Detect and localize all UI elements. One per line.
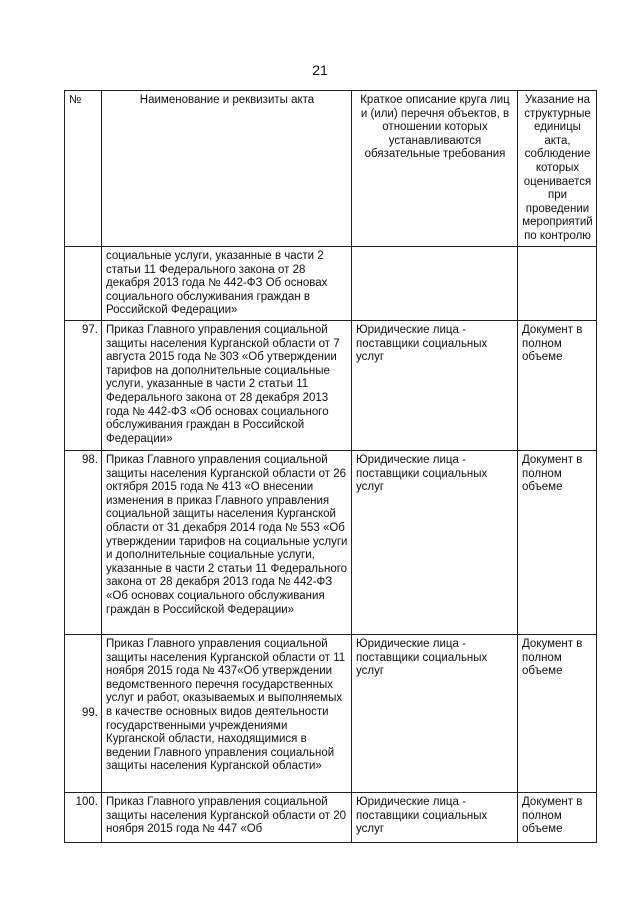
table-row xyxy=(65,320,597,450)
row-act-name: Приказ Главного управления социальной защиты населения Курганской области от 11 ноября 2015 года № 437«Об утверждении ведомственного перечня государственных услуг и работ, оказываемых и выполняемых в качестве основных видов деятельности государственными учреждениями Курганской области, находящимися в ведении Главного управления социальной защиты населения Курганской области» xyxy=(102,634,352,792)
header-structural-units: Указание на структурные единицы акта, соблюдение которых оценивается при проведении мероприятий по контролю xyxy=(518,91,597,247)
row-description xyxy=(352,247,518,321)
row-description: Юридические лица - поставщики социальных услуг xyxy=(352,450,518,634)
table-row xyxy=(65,450,597,634)
row-structural-units: Документ в полном объеме xyxy=(518,450,597,634)
row-structural-units: Документ в полном объеме xyxy=(518,792,597,842)
table-row xyxy=(65,634,597,792)
page-number: 21 xyxy=(312,62,328,78)
row-description: Юридические лица - поставщики социальных услуг xyxy=(352,320,518,450)
acts-table xyxy=(64,90,597,843)
row-number: 100. xyxy=(65,792,102,842)
row-number: 99. xyxy=(65,634,102,792)
row-description: Юридические лица - поставщики социальных услуг xyxy=(352,792,518,842)
row-description: Юридические лица - поставщики социальных услуг xyxy=(352,634,518,792)
header-description: Краткое описание круга лиц и (или) перечня объектов, в отношении которых устанавливаются обязательные требования xyxy=(352,91,518,247)
header-number: № xyxy=(65,91,102,247)
row-structural-units: Документ в полном объеме xyxy=(518,634,597,792)
row-act-name: социальные услуги, указанные в части 2 статьи 11 Федерального закона от 28 декабря 2013 года № 442-ФЗ Об основах социального обслуживания граждан в Российской Федерации» xyxy=(102,247,352,321)
row-act-name: Приказ Главного управления социальной защиты населения Курганской области от 7 августа 2015 года № 303 «Об утверждении тарифов на дополнительные социальные услуги, указанные в части 2 статьи 11 Федерального закона от 28 декабря 2013 года № 442-ФЗ «Об основах социального обслуживания граждан в Российской Федерации» xyxy=(102,320,352,450)
table-row xyxy=(65,792,597,842)
row-structural-units: Документ в полном объеме xyxy=(518,320,597,450)
row-act-name: Приказ Главного управления социальной защиты населения Курганской области от 26 октября 2015 года № 413 «О внесении изменения в приказ Главного управления социальной защиты населения Курганской области от 31 декабря 2014 года № 553 «Об утверждении тарифов на социальные услуги и дополнительные социальные услуги, указанные в части 2 статьи 11 Федерального закона от 28 декабря 2013 года № 442-ФЗ «Об основах социального обслуживания граждан в Российской Федерации» xyxy=(102,450,352,634)
table-header-row xyxy=(65,91,597,247)
row-act-name: Приказ Главного управления социальной защиты населения Курганской области от 20 ноября 2015 года № 447 «Об xyxy=(102,792,352,842)
row-number: 97. xyxy=(65,320,102,450)
row-structural-units xyxy=(518,247,597,321)
table-row xyxy=(65,247,597,321)
row-number: 98. xyxy=(65,450,102,634)
header-act-name: Наименование и реквизиты акта xyxy=(102,91,352,247)
row-number xyxy=(65,247,102,321)
